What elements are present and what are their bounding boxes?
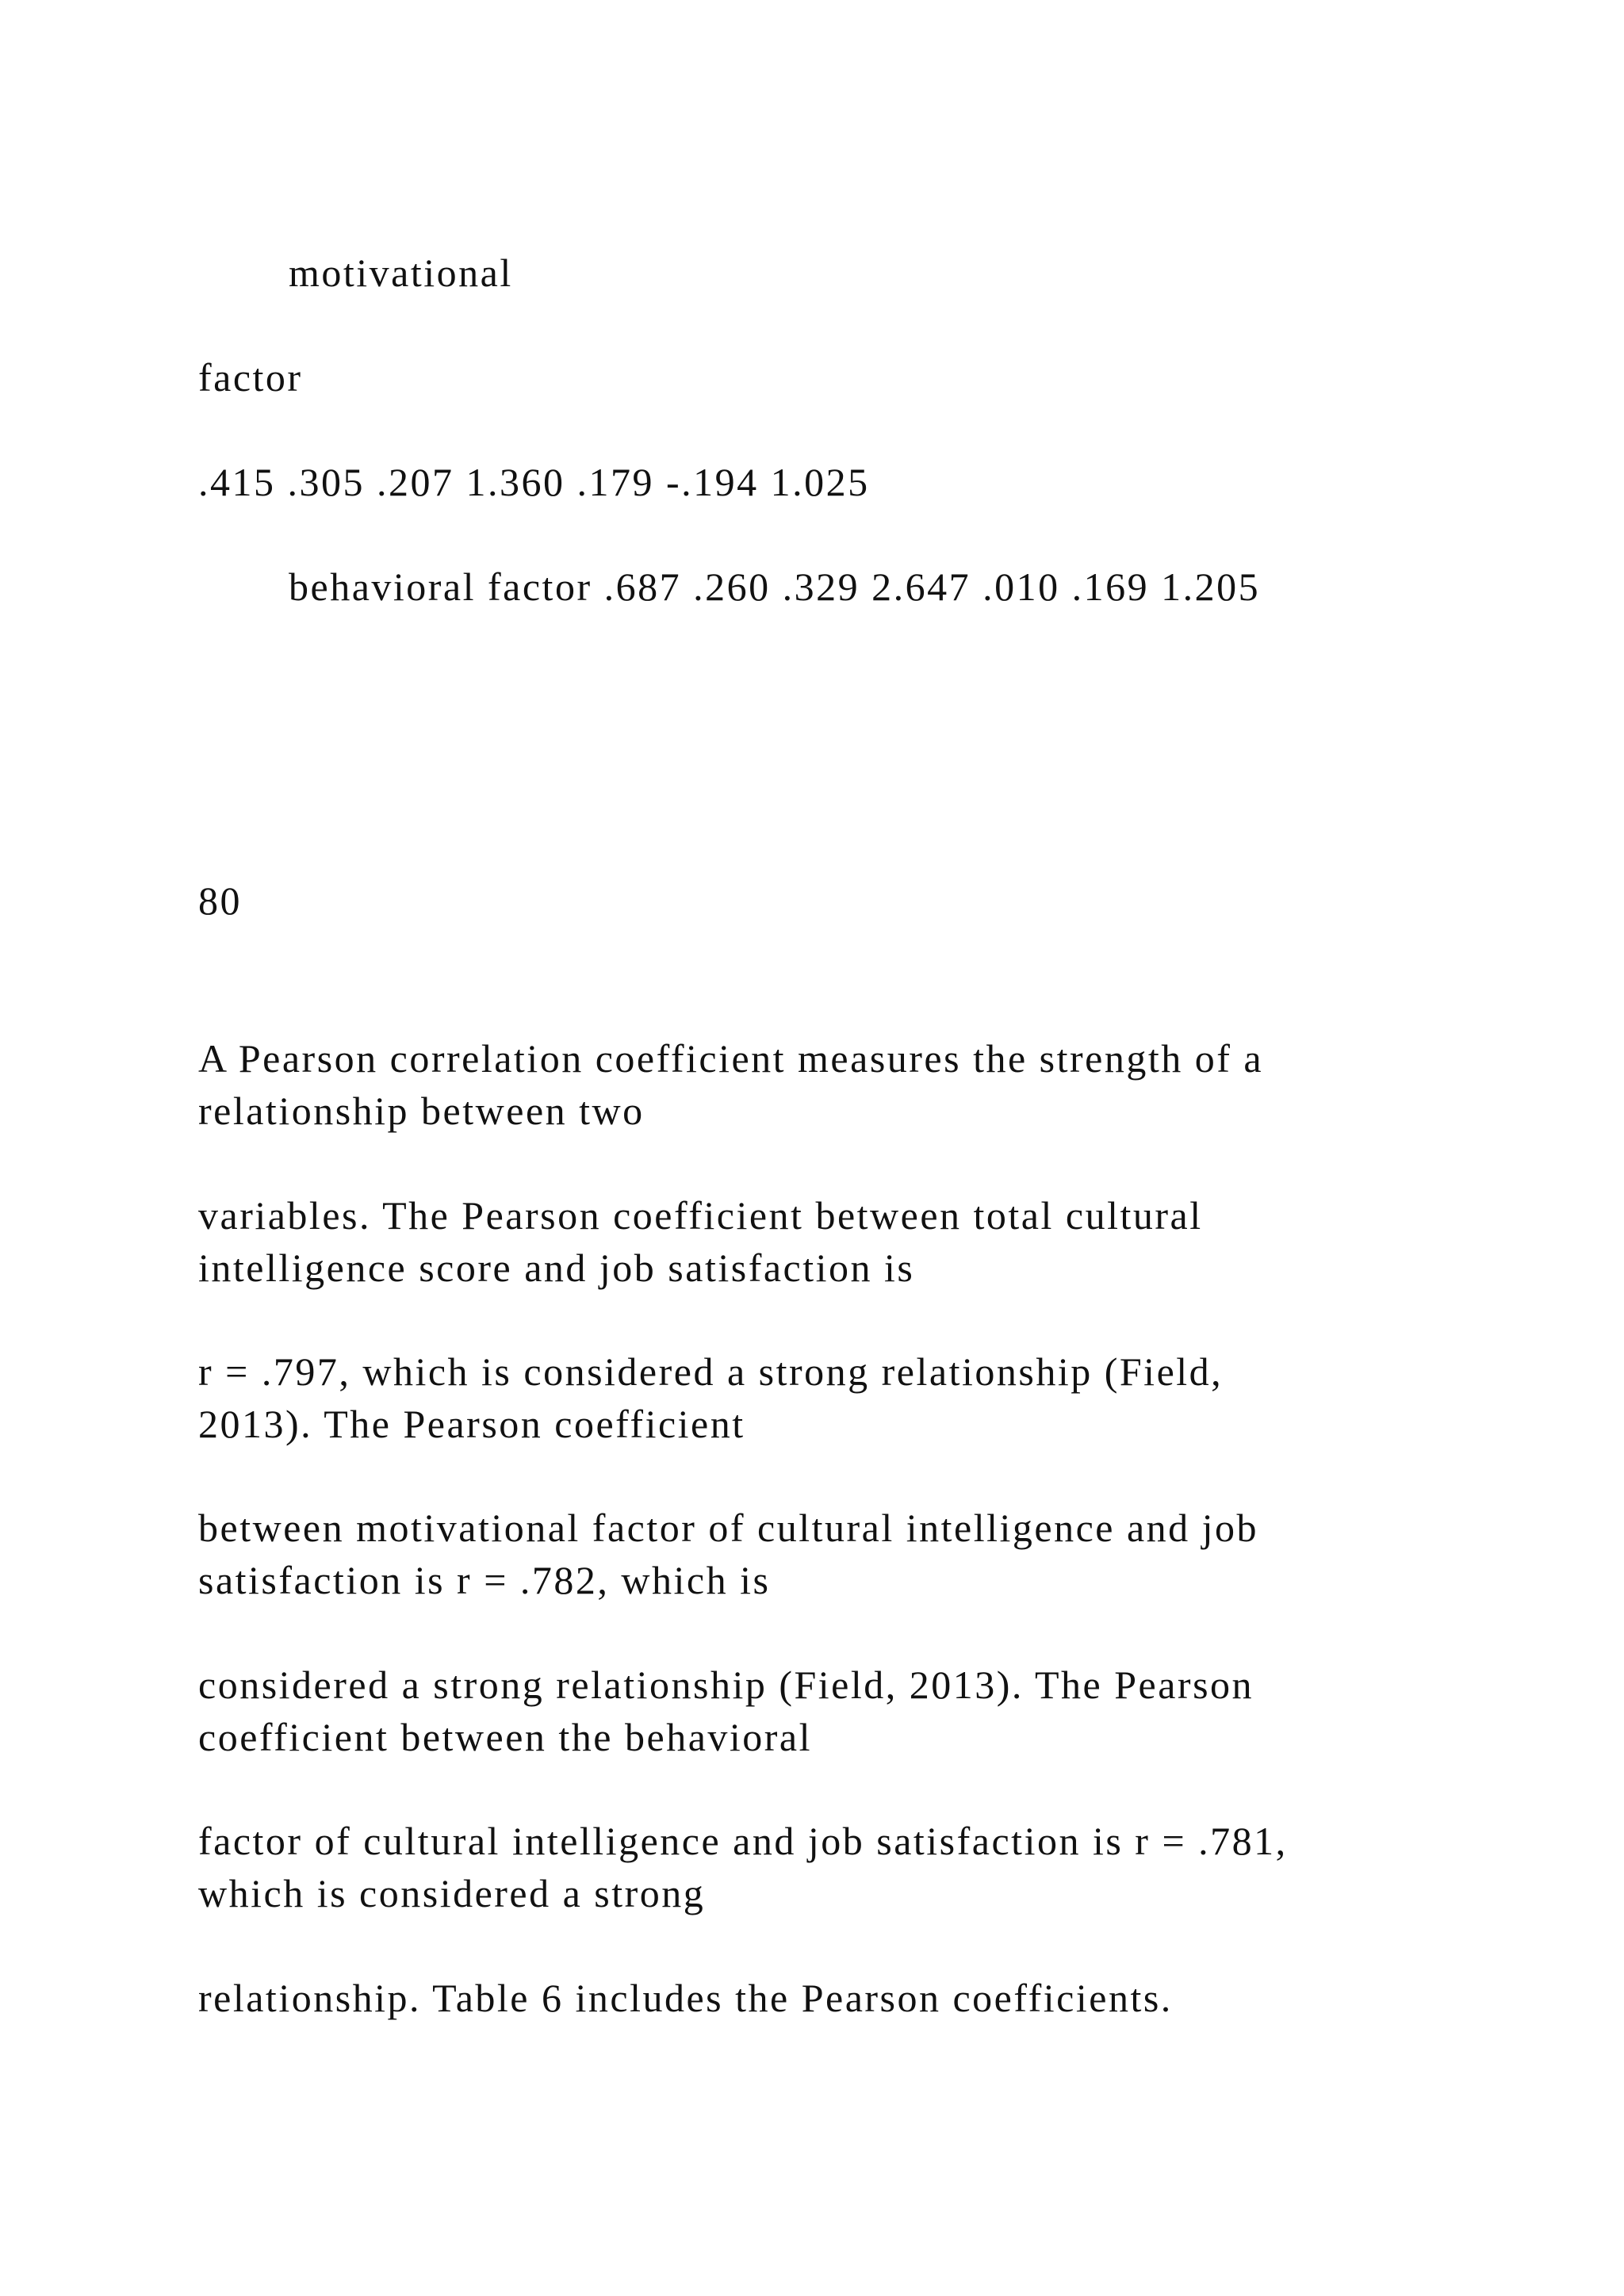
text-line: A Pearson correlation coefficient measures the strength of a bbox=[198, 1036, 1264, 1081]
paragraph-line-group bbox=[198, 1032, 1546, 1137]
text-line: considered a strong relationship (Field, 2013). The Pearson bbox=[198, 1663, 1254, 1707]
table-row-label-factor: factor bbox=[198, 355, 303, 400]
table-row-values-motivational: .415 .305 .207 1.360 .179 -.194 1.025 bbox=[198, 460, 870, 504]
paragraph-line-group bbox=[198, 1972, 1546, 2024]
text-line: intelligence score and job satisfaction is bbox=[198, 1246, 915, 1290]
paragraph-line-group bbox=[198, 1502, 1546, 1606]
text-line: between motivational factor of cultural intelligence and job bbox=[198, 1506, 1259, 1550]
paragraph-line-group bbox=[198, 1659, 1546, 1763]
text-line: relationship. Table 6 includes the Pearson coefficients. bbox=[198, 1976, 1173, 2020]
text-line: factor of cultural intelligence and job satisfaction is r = .781, bbox=[198, 1819, 1288, 1863]
paragraph-line-group bbox=[198, 1815, 1546, 1919]
text-line: r = .797, which is considered a strong relationship (Field, bbox=[198, 1349, 1224, 1394]
paragraph-line-group bbox=[198, 1345, 1546, 1450]
page-number: 80 bbox=[198, 878, 242, 923]
paragraph-line-group bbox=[198, 1189, 1546, 1294]
text-line: relationship between two bbox=[198, 1089, 645, 1133]
text-line: 2013). The Pearson coefficient bbox=[198, 1402, 745, 1446]
text-line: variables. The Pearson coefficient between total cultural bbox=[198, 1193, 1203, 1238]
table-row-behavioral: behavioral factor .687 .260 .329 2.647 .010 .169 1.205 bbox=[289, 564, 1261, 609]
text-line: which is considered a strong bbox=[198, 1871, 706, 1915]
table-row-label-motivational: motivational bbox=[289, 251, 513, 295]
text-line: satisfaction is r = .782, which is bbox=[198, 1558, 771, 1602]
text-line: coefficient between the behavioral bbox=[198, 1715, 813, 1759]
